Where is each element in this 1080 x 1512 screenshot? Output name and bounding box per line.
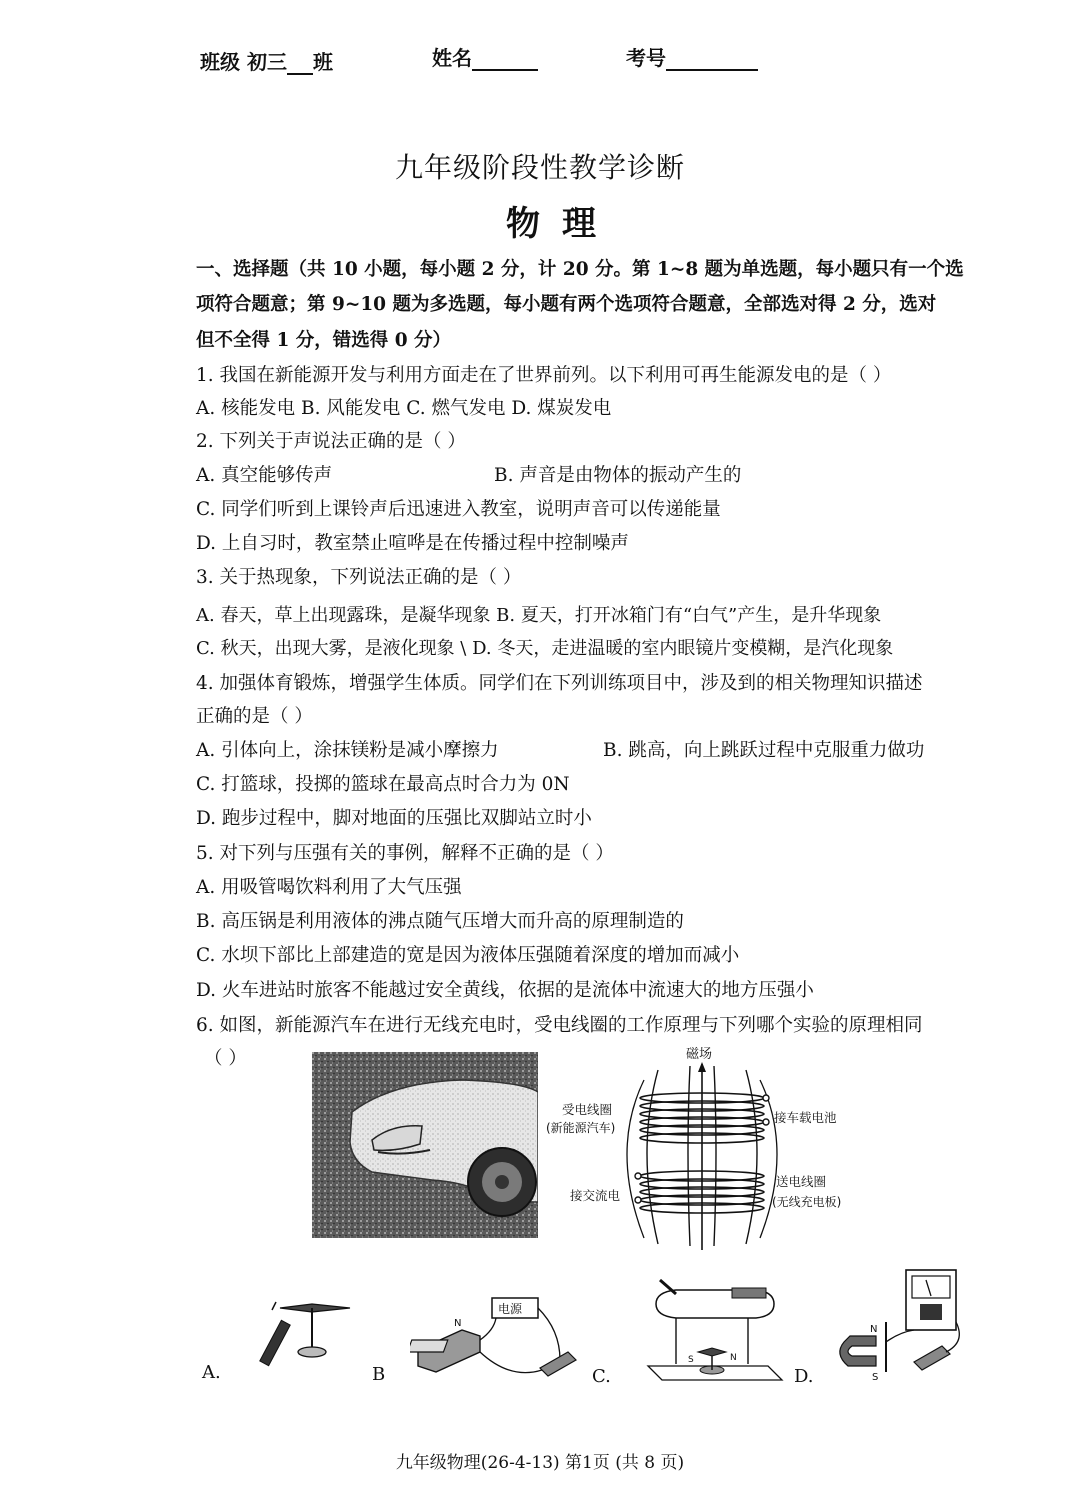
ac-label: 接交流电 (570, 1188, 621, 1203)
class-field (200, 46, 333, 75)
q2-option-c: C. 同学们听到上课铃声后迅速进入教室，说明声音可以传递能量 (196, 499, 721, 520)
q2-option-d: D. 上自习时，教室禁止喧哗是在传播过程中控制噪声 (196, 533, 629, 554)
option-a-figure (250, 1290, 370, 1380)
car-photo (312, 1052, 538, 1238)
svg-text:N: N (730, 1353, 737, 1363)
name-label: 姓名 (432, 46, 472, 70)
page-footer: 九年级物理(26-4-13) 第1页 (共 8 页) (395, 1453, 685, 1473)
q5-option-d: D. 火车进站时旅客不能越过安全黄线，依据的是流体中流速大的地方压强小 (196, 980, 814, 1001)
q4-option-c: C. 打篮球，投掷的篮球在最高点时合力为 0N (196, 774, 570, 795)
q1-stem: 1. 我国在新能源开发与利用方面走在了世界前列。以下利用可再生能源发电的是（ ） (196, 365, 892, 386)
svg-text:S: S (688, 1355, 694, 1365)
q5-stem: 5. 对下列与压强有关的事例，解释不正确的是（ ） (196, 843, 614, 864)
exam-number-blank[interactable] (666, 69, 758, 71)
q3-stem: 3. 关于热现象，下列说法正确的是（ ） (196, 567, 522, 588)
option-c-figure (636, 1274, 786, 1390)
svg-text:N: N (454, 1318, 462, 1329)
q6-stem: 6. 如图，新能源汽车在进行无线充电时，受电线圈的工作原理与下列哪个实验的原理相同 (196, 1015, 923, 1036)
option-b-label: B (372, 1364, 386, 1385)
option-b-figure (410, 1290, 580, 1390)
option-c-label: C. (592, 1366, 611, 1387)
option-d-figure (830, 1262, 970, 1392)
exam-title: 九年级阶段性教学诊断 (394, 151, 685, 184)
q5-option-c: C. 水坝下部比上部建造的宽是因为液体压强随着深度的增加而减小 (196, 945, 740, 966)
q4-option-d: D. 跑步过程中，脚对地面的压强比双脚站立时小 (196, 808, 592, 829)
q4-stem-line2: 正确的是（ ） (196, 706, 313, 727)
svg-text:N: N (870, 1324, 878, 1335)
section-instructions-line2: 项符合题意；第 9~10 题为多选题，每小题有两个选项符合题意，全部选对得 2 分，选对 (196, 294, 937, 315)
receiver-coil-label: 受电线圈 (562, 1102, 613, 1117)
subject-title: 物理 (506, 204, 618, 244)
q6-answer-paren: （ ） (204, 1048, 247, 1069)
class-label: 班级 初三 (200, 50, 287, 74)
name-blank[interactable] (472, 69, 538, 71)
sender-coil-sublabel: (无线充电板) (772, 1195, 842, 1209)
q3-options-ab: A. 春天，草上出现露珠，是凝华现象 B. 夏天，打开冰箱门有“白气”产生，是升华现象 (196, 605, 882, 626)
q3-options-cd: C. 秋天，出现大雾，是液化现象 \ D. 冬天，走进温暖的室内眼镜片变模糊，是汽化现象 (196, 638, 894, 659)
q5-option-b: B. 高压锅是利用液体的沸点随气压增大而升高的原理制造的 (196, 911, 684, 932)
receiver-coil-sublabel: (新能源汽车) (546, 1121, 616, 1135)
option-a-label: A. (202, 1362, 221, 1383)
class-blank[interactable] (287, 73, 313, 75)
q4-option-b: B. 跳高，向上跳跃过程中克服重力做功 (603, 740, 925, 761)
q4-stem-line1: 4. 加强体育锻炼，增强学生体质。同学们在下列训练项目中，涉及到的相关物理知识描述 (196, 673, 923, 694)
exam-number-label: 考号 (626, 46, 666, 70)
svg-text:S: S (872, 1372, 879, 1383)
sender-coil-label: 送电线圈 (776, 1174, 827, 1189)
section-instructions-line1: 一、选择题（共 10 小题，每小题 2 分，计 20 分。第 1~8 题为单选题，每小题只有一个选 (196, 259, 964, 280)
field-label: 磁场 (686, 1047, 713, 1062)
section-instructions-line3: 但不全得 1 分，错选得 0 分） (196, 330, 452, 351)
power-source-label: 电源 (498, 1302, 523, 1316)
q1-options: A. 核能发电 B. 风能发电 C. 燃气发电 D. 煤炭发电 (196, 398, 612, 419)
q5-option-a: A. 用吸管喝饮料利用了大气压强 (196, 877, 462, 898)
name-field (432, 42, 538, 71)
q2-option-b: B. 声音是由物体的振动产生的 (494, 465, 742, 486)
q2-stem: 2. 下列关于声说法正确的是（ ） (196, 431, 466, 452)
q2-option-a: A. 真空能够传声 (196, 465, 333, 486)
exam-number-field (626, 42, 758, 71)
option-d-label: D. (794, 1366, 814, 1387)
q4-option-a: A. 引体向上，涂抹镁粉是减小摩擦力 (196, 740, 499, 761)
class-suffix: 班 (312, 50, 333, 74)
battery-label: 接车载电池 (774, 1110, 837, 1125)
wireless-charging-diagram (540, 1040, 870, 1254)
